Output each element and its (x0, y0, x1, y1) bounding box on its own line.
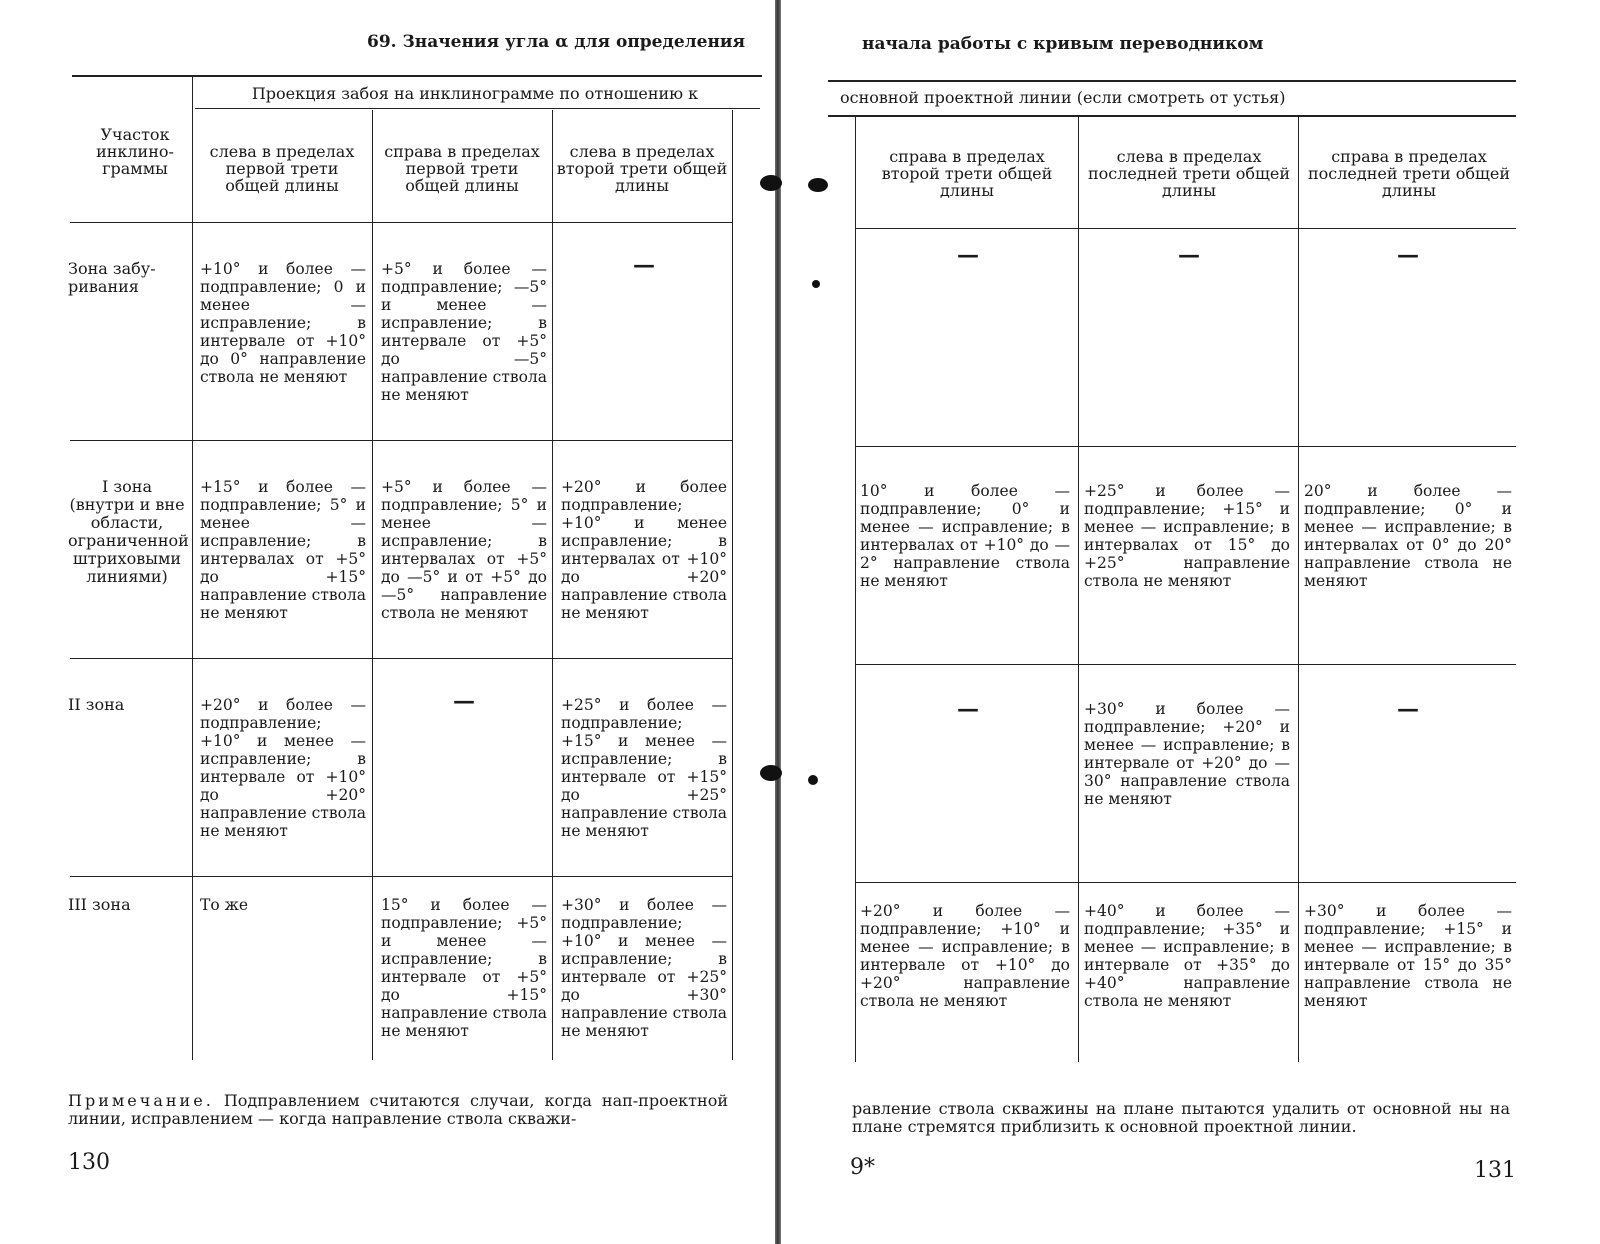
table-cell: — (957, 242, 979, 268)
page-number-right: 131 (1474, 1158, 1516, 1183)
table-cell: — (957, 696, 979, 722)
ink-blot (760, 765, 782, 781)
table-cell: — (1178, 242, 1200, 268)
ink-blot (808, 178, 828, 192)
table-cell: +30° и более — подправление; +10° и менее — исправление; в интервале от +25° до +30° направление ствола не меняют (561, 896, 727, 1040)
zone-label: Зона забу-ривания (68, 259, 156, 296)
header-group-right: основной проектной линии (если смотреть от устья) (840, 88, 1286, 107)
zone-label: II зона (68, 695, 125, 714)
column-header: слева в пределах второй трети общей длины (556, 142, 728, 195)
footnote-left (68, 1092, 728, 1128)
signature-mark: 9* (850, 1155, 875, 1180)
zone-label: III зона (68, 895, 131, 914)
ink-blot (812, 280, 820, 288)
table-cell: 10° и более — подправление; 0° и менее — исправление; в интервалах от +10° до —2° направление ствола не меняют (860, 482, 1070, 590)
table-cell: +5° и более — подправление; 5° и менее — исправление; в интервалах от +5° до —5° и от +5° до —5° направление ствола не меняют (381, 478, 547, 622)
table-cell: +25° и более — подправление; +15° и менее — исправление; в интервалах от 15° до +25° направление ствола не меняют (1084, 482, 1290, 590)
table-cell: +5° и более — подправление; —5° и менее — исправление; в интервале от +5° до —5° направление ствола не меняют (381, 260, 547, 404)
column-header: справа в пределах первой трети общей длины (384, 142, 540, 195)
table-cell: +15° и более — подправление; 5° и менее — исправление; в интервалах от +5° до +15° направление ствола не меняют (200, 478, 366, 622)
note-label: Примечание. (68, 1091, 214, 1110)
table-cell: То же (200, 896, 249, 914)
column-header: слева в пределах последней трети общей длины (1087, 147, 1291, 200)
table-cell: +30° и более — подправление; +20° и менее — исправление; в интервале от +20° до —30° направление ствола не меняют (1084, 700, 1290, 808)
table-cell: +10° и более — подправление; 0 и менее — исправление; в интервале от +10° до 0° направление ствола не меняют (200, 260, 366, 386)
header-group-left: Проекция забоя на инклинограмме по отношению к (251, 84, 699, 103)
table-cell: +40° и более — подправление; +35° и менее — исправление; в интервале от +35° до +40° направление ствола не меняют (1084, 902, 1290, 1010)
table-cell: 20° и более — подправление; 0° и менее — исправление; в интервалах от 0° до 20° направление ствола не меняют (1304, 482, 1512, 590)
ink-blot (760, 175, 782, 191)
table-title-right: начала работы с кривым переводником (862, 34, 1264, 54)
table-cell: +20° и более — подправление; +10° и менее — исправление; в интервале от +10° до +20° направление ствола не меняют (200, 696, 366, 840)
table-cell: — (633, 252, 655, 278)
table-cell: +30° и более — подправление; +15° и менее — исправление; в интервале от 15° до 35° направление ствола не меняют (1304, 902, 1512, 1010)
table-cell: — (453, 688, 475, 714)
row-header: Участок инклино-граммы (96, 125, 174, 178)
note-text: Подправлением считаются случаи, когда нап-проектной линии, исправлением — когда направление ствола скважи- (68, 1091, 728, 1128)
table-cell: — (1397, 242, 1419, 268)
column-header: справа в пределах второй трети общей длины (881, 147, 1053, 200)
table-cell: +20° и более подправление; +10° и менее исправление; в интервалах от +10° до +20° направление ствола не меняют (561, 478, 727, 622)
table-cell: — (1397, 696, 1419, 722)
page-number-left: 130 (68, 1150, 110, 1175)
footnote-right: равление ствола скважины на плане пытаются удалить от основной ны на плане стремятся приблизить к основной проектной линии. (852, 1099, 1510, 1136)
column-header: справа в пределах последней трети общей длины (1307, 147, 1511, 200)
zone-label: I зона (внутри и вне области, ограниченной штриховыми линиями) (68, 477, 189, 586)
column-header: слева в пределах первой трети общей длины (209, 142, 355, 195)
table-title-left: 69. Значения угла α для определения (367, 32, 746, 52)
table-cell: +25° и более — подправление; +15° и менее — исправление; в интервале от +15° до +25° направление ствола не меняют (561, 696, 727, 840)
table-cell: +20° и более — подправление; +10° и менее — исправление; в интервале от +10° до +20° направление ствола не меняют (860, 902, 1070, 1010)
ink-blot (808, 775, 818, 785)
table-cell: 15° и более — подправление; +5° и менее — исправление; в интервале от +5° до +15° направление ствола не меняют (381, 896, 547, 1040)
